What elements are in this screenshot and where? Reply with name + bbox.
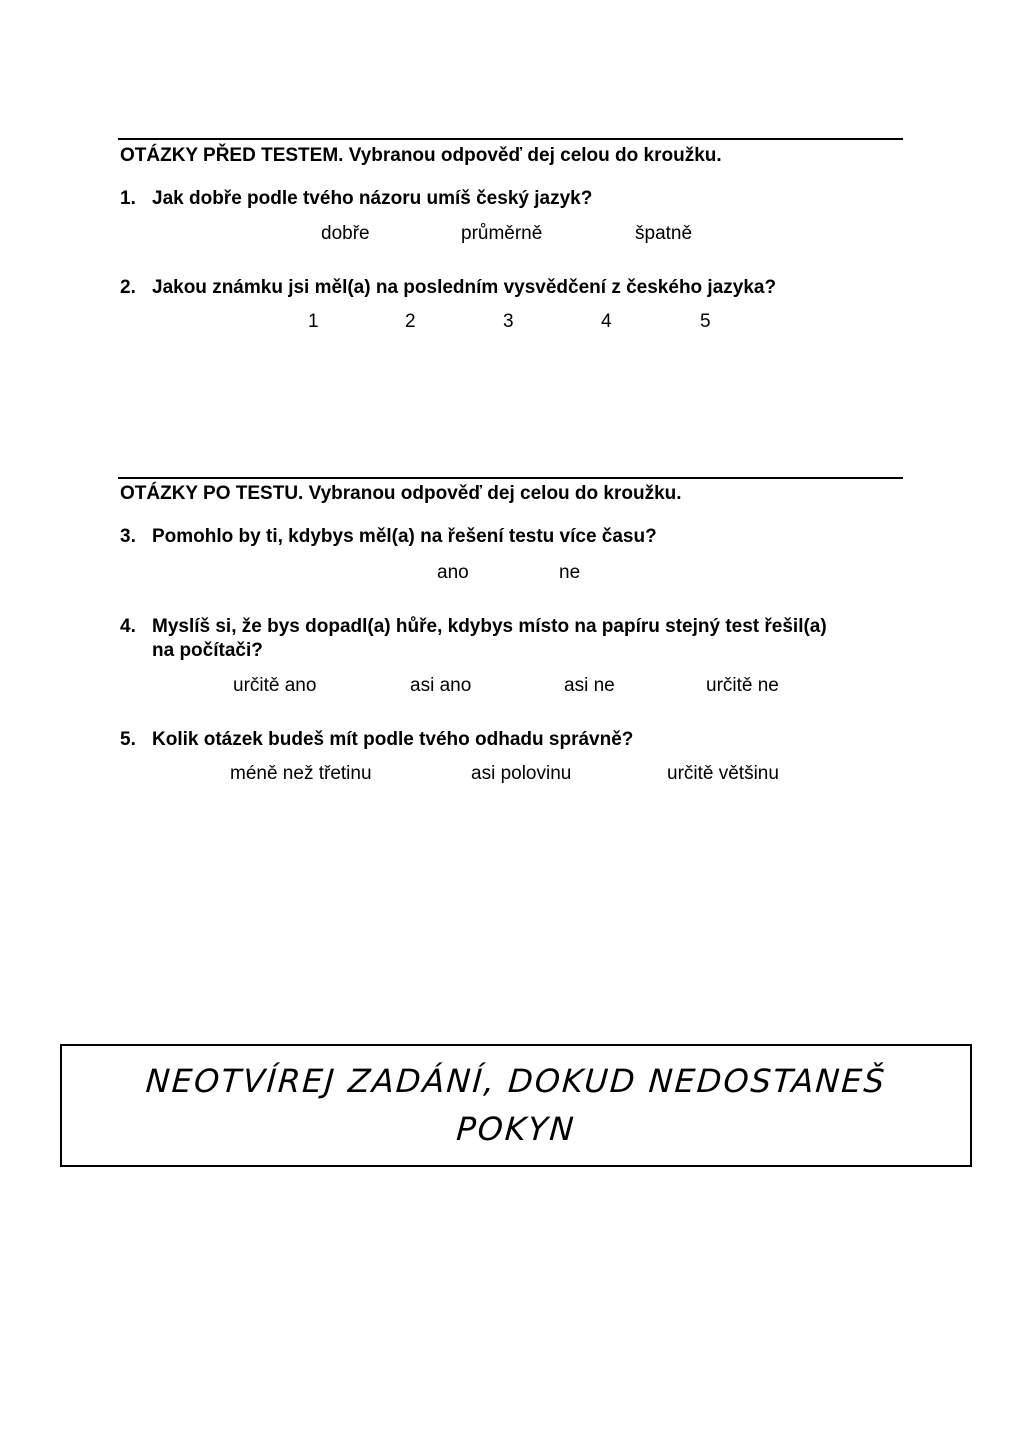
answer-option-ne[interactable]: ne (559, 562, 581, 583)
answer-option-grade-4[interactable]: 4 (601, 311, 612, 332)
section-divider-after-test (118, 477, 903, 479)
answer-option-ano[interactable]: ano (437, 562, 469, 583)
question-text: Kolik otázek budeš mít podle tvého odhadu správně? (152, 729, 634, 750)
answer-option-asi-ano[interactable]: asi ano (410, 675, 472, 696)
notice-text-line-2: POKYN (455, 1110, 577, 1148)
answer-option-prumerne[interactable]: průměrně (461, 223, 543, 244)
question-4 (120, 616, 827, 638)
section-divider-before-test (118, 138, 903, 140)
question-number: 2. (120, 277, 136, 298)
question-text: Jakou známku jsi měl(a) na posledním vysvědčení z českého jazyka? (152, 277, 777, 298)
answer-option-asi-polovinu[interactable]: asi polovinu (471, 763, 572, 784)
answer-option-urcite-vetsinu[interactable]: určitě většinu (667, 763, 779, 784)
question-text: Myslíš si, že bys dopadl(a) hůře, kdybys místo na papíru stejný test řešil(a) (152, 616, 827, 637)
answer-option-asi-ne[interactable]: asi ne (564, 675, 615, 696)
answer-option-grade-1[interactable]: 1 (308, 311, 319, 332)
question-2 (120, 277, 776, 299)
answer-option-grade-2[interactable]: 2 (405, 311, 416, 332)
question-number: 5. (120, 729, 136, 750)
answer-option-grade-3[interactable]: 3 (503, 311, 514, 332)
question-number: 3. (120, 526, 136, 547)
section-title-before-test: OTÁZKY PŘED TESTEM. Vybranou odpověď dej celou do kroužku. (120, 145, 722, 166)
question-text-continuation: na počítači? (152, 640, 263, 661)
answer-option-urcite-ne[interactable]: určitě ne (706, 675, 779, 696)
question-text: Jak dobře podle tvého názoru umíš český jazyk? (152, 188, 593, 209)
question-text: Pomohlo by ti, kdybys měl(a) na řešení testu více času? (152, 526, 657, 547)
answer-option-urcite-ano[interactable]: určitě ano (233, 675, 317, 696)
section-title-after-test: OTÁZKY PO TESTU. Vybranou odpověď dej celou do kroužku. (120, 483, 682, 504)
answer-option-grade-5[interactable]: 5 (700, 311, 711, 332)
question-3 (120, 526, 657, 548)
answer-option-mene-nez-tretinu[interactable]: méně než třetinu (230, 763, 372, 784)
question-1 (120, 188, 592, 210)
answer-option-dobre[interactable]: dobře (321, 223, 370, 244)
answer-option-spatne[interactable]: špatně (635, 223, 693, 244)
question-number: 4. (120, 616, 136, 637)
notice-box (60, 1044, 972, 1167)
question-number: 1. (120, 188, 136, 209)
question-5 (120, 729, 633, 751)
notice-text-line-1: NEOTVÍREJ ZADÁNÍ, DOKUD NEDOSTANEŠ (144, 1062, 888, 1100)
